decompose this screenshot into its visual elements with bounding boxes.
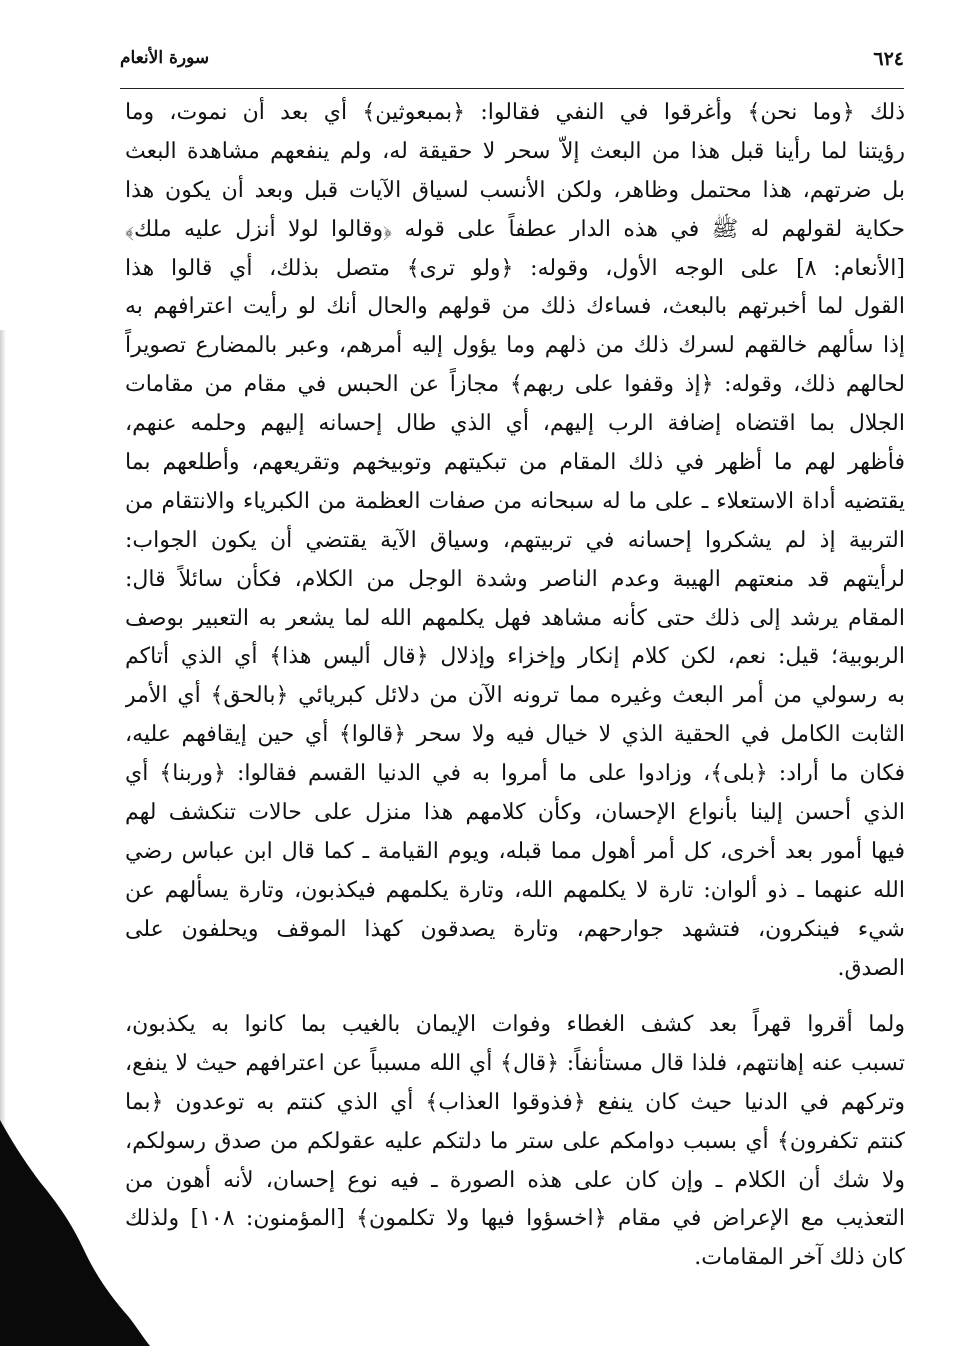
text-line: المقام يرشد إلى ذلك حتى كأنه مشاهد فهل يكلمهم الله لما يشعر به التعبير بوصف: [125, 605, 905, 631]
text-line: وتركهم في الدنيا حيث كان ينفع ﴿فذوقوا العذاب﴾ أي الذي كنتم به توعدون ﴿بما: [125, 1089, 905, 1115]
running-title: سورة الأنعام: [120, 48, 210, 68]
text-line: التربية إذ لم يشكروا إحسانه في تربيتهم، وسياق الآية يقتضي أن يكون الجواب:: [125, 527, 905, 553]
page-number: ٦٢٤: [873, 48, 904, 70]
text-line: حكاية لقولهم له ﷺ في هذه الدار عطفاً على قوله ﴿وقالوا لولا أنزل عليه ملك﴾: [125, 216, 905, 242]
text-line: التعذيب مع الإعراض في مقام ﴿اخسؤوا فيها ولا تكلمون﴾ [المؤمنون: ١٠٨] ولذلك: [125, 1206, 905, 1232]
text-line: ولا شك أن الكلام ـ وإن كان على هذه الصورة ـ فيه نوع إحسان، لأنه أهون من: [125, 1167, 905, 1193]
text-line: يقتضيه أداة الاستعلاء ـ على ما له سبحانه من صفات العظمة من الكبرياء والانتقام من: [125, 488, 905, 514]
text-line: الثابت الكامل في الحقية الذي لا خيال فيه ولا سحر ﴿قالوا﴾ أي حين إيقافهم عليه،: [125, 722, 905, 748]
text-line: رؤيتنا لما رأينا قبل هذا من البعث إلاّ سحر لا حقيقة له، ولم ينفعهم مشاهدة البعث: [125, 138, 905, 164]
text-line: الصدق.: [837, 955, 905, 981]
torn-page-corner: [0, 1120, 150, 1346]
text-line: فيها أمور بعد أخرى، كل أمر أهول مما قبله، ويوم القيامة ـ كما قال ابن عباس رضي: [125, 838, 905, 864]
text-line: الذي أحسن إلينا بأنواع الإحسان، وكأن كلامهم هذا منزل على حالات تنكشف لهم: [125, 800, 905, 826]
text-line: الله عنهما ـ ذو ألوان: تارة لا يكلمهم الله، وتارة يكلمهم فيكذبون، وتارة يسألهم عن: [125, 877, 905, 903]
text-line: القول لما أخبرتهم بالبعث، فساءك ذلك من قولهم والحال أنك لو رأيت اعترافهم به: [125, 294, 905, 320]
text-line: شيء فينكرون، فتشهد جوارحهم، وتارة يصدقون كهذا الموقف ويحلفون على: [125, 916, 905, 942]
text-line: ذلك ﴿وما نحن﴾ وأغرقوا في النفي فقالوا: ﴿بمبعوثين﴾ أي بعد أن نموت، وما: [125, 100, 905, 125]
text-line: ولما أقروا قهراً بعد كشف الغطاء وفوات الإيمان بالغيب بما كانوا به يكذبون،: [125, 1012, 905, 1037]
text-line: تسبب عنه إهانتهم، فلذا قال مستأنفاً: ﴿قال﴾ أي الله مسبباً عن اعترافهم حيث لا ينفع،: [125, 1050, 905, 1076]
text-line: فكان ما أراد: ﴿بلى﴾، وزادوا على ما أمروا به في الدنيا القسم فقالوا: ﴿وربنا﴾ أي: [125, 761, 905, 787]
text-line: لحالهم ذلك، وقوله: ﴿إذ وقفوا على ربهم﴾ مجازاً عن الحبس في مقام من مقامات: [125, 372, 905, 398]
text-line: بل ضرتهم، هذا محتمل وظاهر، ولكن الأنسب لسياق الآيات قبل وبعد أن يكون هذا: [125, 177, 905, 203]
paragraph-1: [125, 94, 905, 988]
text-line: به رسولي من أمر البعث وغيره مما ترونه الآن من دلائل كبريائي ﴿بالحق﴾ أي الأمر: [125, 683, 905, 709]
paragraph-2: [125, 1006, 905, 1278]
page-header: [120, 46, 904, 86]
text-line: فأظهر لهم ما أظهر في ذلك المقام من تبكيتهم وتوبيخهم وتقريعهم، وأطلعهم بما: [125, 450, 905, 476]
text-line: كنتم تكفرون﴾ أي بسبب دوامكم على ستر ما دلتكم عليه عقولكم من صدق رسولكم،: [125, 1128, 905, 1154]
text-line: الربوبية؛ قيل: نعم، لكن كلام إنكار وإخزاء وإذلال ﴿قال أليس هذا﴾ أي الذي أتاكم: [125, 644, 905, 670]
header-rule: [120, 88, 904, 89]
text-line: لرأيتهم قد منعتهم الهيبة وعدم الناصر وشدة الوجل من الكلام، فكأن سائلاً قال:: [125, 566, 905, 592]
text-line: [الأنعام: ٨] على الوجه الأول، وقوله: ﴿ولو ترى﴾ متصل بذلك، أي قالوا هذا: [125, 255, 905, 281]
text-line: الجلال بما اقتضاه إضافة الرب إليهم، أي الذي طال إحسانه إليهم وحلمه عنهم،: [125, 411, 905, 437]
text-line: إذا سألهم خالقهم لسرك ذلك من ذلهم وما يؤول إليه أمرهم، وعبر بالمضارع تصويراً: [125, 333, 905, 359]
text-line: كان ذلك آخر المقامات.: [694, 1245, 905, 1271]
